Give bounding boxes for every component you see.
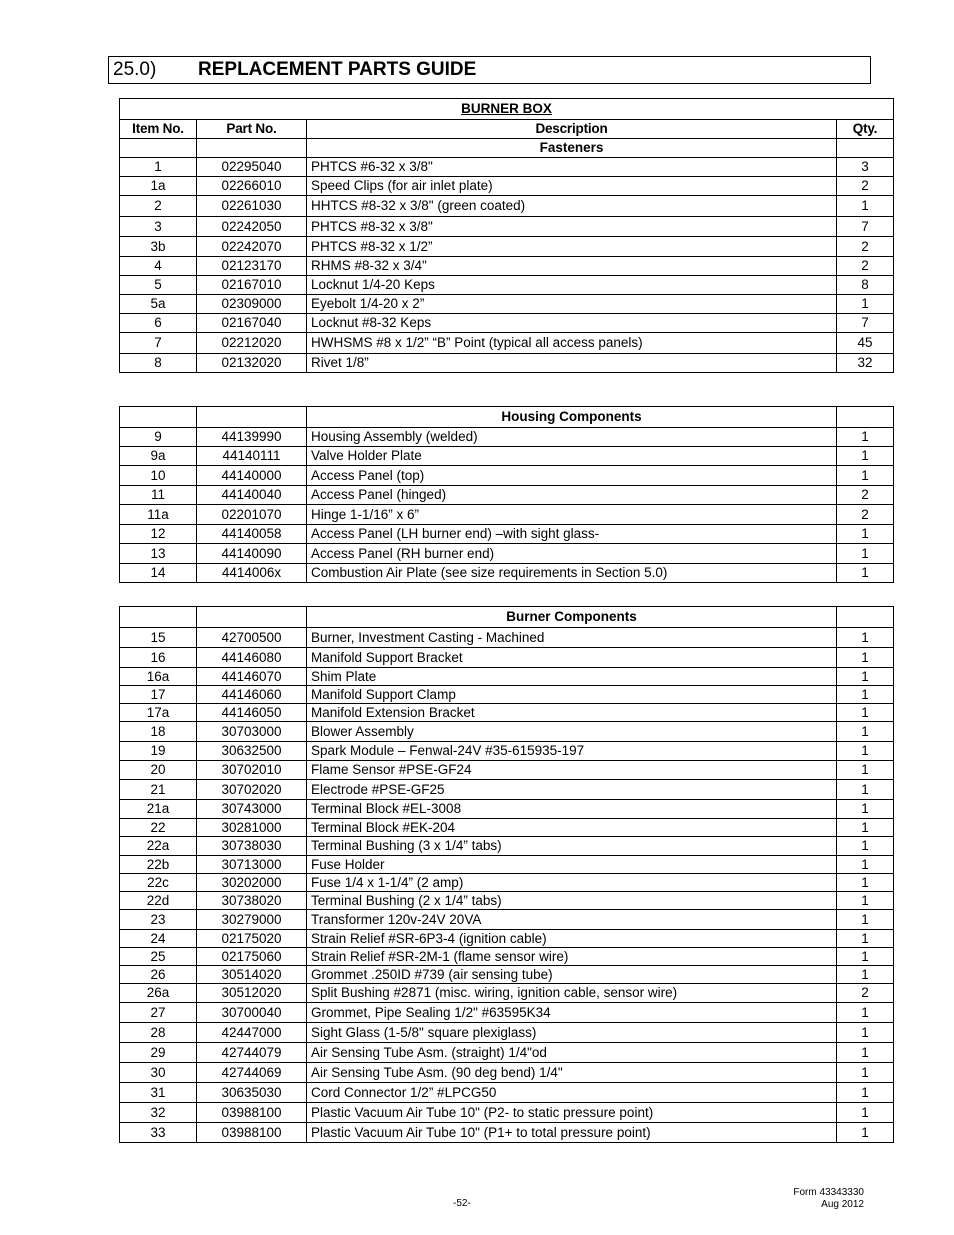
- item-number: 17a: [120, 704, 197, 722]
- table-row: [120, 525, 894, 544]
- item-number: 26a: [120, 984, 197, 1003]
- part-number: 03988100: [197, 1123, 307, 1143]
- item-number: 2: [120, 196, 197, 217]
- description: Valve Holder Plate: [307, 447, 837, 466]
- item-number: 1: [120, 158, 197, 177]
- part-number: 30279000: [197, 910, 307, 930]
- part-number: 30700040: [197, 1003, 307, 1023]
- item-number: 24: [120, 930, 197, 948]
- item-number: 4: [120, 257, 197, 276]
- part-number: 44139990: [197, 428, 307, 447]
- item-number: 16a: [120, 668, 197, 686]
- item-number: 15: [120, 628, 197, 648]
- item-number: 17: [120, 686, 197, 704]
- table-row: [120, 910, 894, 930]
- quantity: 1: [837, 1043, 894, 1063]
- part-number: 44146050: [197, 704, 307, 722]
- part-number: 44140058: [197, 525, 307, 544]
- quantity: 3: [837, 158, 894, 177]
- table-row: [120, 1003, 894, 1023]
- part-number: 42744079: [197, 1043, 307, 1063]
- item-number: 5a: [120, 295, 197, 314]
- table-row: [120, 354, 894, 373]
- part-number: 30703000: [197, 722, 307, 742]
- quantity: 1: [837, 874, 894, 892]
- burner-components-table: [119, 606, 894, 1143]
- item-number: 26: [120, 966, 197, 984]
- description: Air Sensing Tube Asm. (straight) 1/4"od: [307, 1043, 837, 1063]
- item-number: 18: [120, 722, 197, 742]
- table-row: [120, 892, 894, 910]
- quantity: 1: [837, 428, 894, 447]
- description: PHTCS #8-32 x 1/2”: [307, 237, 837, 257]
- item-number: 1a: [120, 177, 197, 196]
- table-row: [120, 428, 894, 447]
- description: Air Sensing Tube Asm. (90 deg bend) 1/4": [307, 1063, 837, 1083]
- table-row: [120, 1023, 894, 1043]
- item-number: 11a: [120, 505, 197, 525]
- part-number: 44140000: [197, 466, 307, 486]
- part-number: 44146080: [197, 648, 307, 668]
- description: Burner, Investment Casting - Machined: [307, 628, 837, 648]
- table-row: [120, 686, 894, 704]
- quantity: 1: [837, 742, 894, 761]
- item-number: 22: [120, 819, 197, 837]
- table-row: [120, 742, 894, 761]
- description: Access Panel (top): [307, 466, 837, 486]
- page-header: [108, 56, 871, 84]
- description: Blower Assembly: [307, 722, 837, 742]
- table-row: [120, 1123, 894, 1143]
- column-header-qty: Qty.: [837, 120, 894, 139]
- table-row: [120, 486, 894, 505]
- description: Shim Plate: [307, 668, 837, 686]
- item-number: 33: [120, 1123, 197, 1143]
- quantity: 1: [837, 800, 894, 819]
- description: Housing Assembly (welded): [307, 428, 837, 447]
- item-number: 8: [120, 354, 197, 373]
- item-number: 6: [120, 314, 197, 333]
- description: Combustion Air Plate (see size requirements in Section 5.0): [307, 564, 837, 583]
- quantity: 1: [837, 1103, 894, 1123]
- description: Plastic Vacuum Air Tube 10" (P2- to static pressure point): [307, 1103, 837, 1123]
- housing-table: [119, 406, 894, 583]
- table-row: [120, 948, 894, 966]
- item-number: 29: [120, 1043, 197, 1063]
- section-title: Fasteners: [307, 139, 837, 158]
- table-row: [120, 874, 894, 892]
- description: Eyebolt 1/4-20 x 2”: [307, 295, 837, 314]
- part-number: 30702010: [197, 761, 307, 780]
- table-row: [120, 984, 894, 1003]
- item-number: 23: [120, 910, 197, 930]
- part-number: 30713000: [197, 856, 307, 874]
- item-number: 9: [120, 428, 197, 447]
- description: Transformer 120v-24V 20VA: [307, 910, 837, 930]
- description: Fuse Holder: [307, 856, 837, 874]
- item-number: 3: [120, 217, 197, 237]
- table-row: [120, 800, 894, 819]
- table-title: BURNER BOX: [120, 99, 894, 120]
- table-row: [120, 668, 894, 686]
- page-title: REPLACEMENT PARTS GUIDE: [198, 59, 477, 80]
- quantity: 1: [837, 1063, 894, 1083]
- table-row: [120, 819, 894, 837]
- table-row: [120, 1063, 894, 1083]
- item-number: 21: [120, 780, 197, 800]
- table-row: [120, 295, 894, 314]
- quantity: 1: [837, 648, 894, 668]
- part-number: 30738020: [197, 892, 307, 910]
- quantity: 1: [837, 628, 894, 648]
- part-number: 02201070: [197, 505, 307, 525]
- part-number: 44140040: [197, 486, 307, 505]
- description: HWHSMS #8 x 1/2” “B” Point (typical all access panels): [307, 333, 837, 354]
- item-number: 20: [120, 761, 197, 780]
- quantity: 1: [837, 1083, 894, 1103]
- table-row: [120, 930, 894, 948]
- item-number: 22c: [120, 874, 197, 892]
- section-row: [120, 607, 894, 628]
- table-row: [120, 257, 894, 276]
- quantity: 1: [837, 668, 894, 686]
- part-number: 30512020: [197, 984, 307, 1003]
- quantity: 2: [837, 505, 894, 525]
- table-row: [120, 276, 894, 295]
- part-number: 02242050: [197, 217, 307, 237]
- item-number: 13: [120, 544, 197, 564]
- description: Terminal Bushing (3 x 1/4” tabs): [307, 837, 837, 856]
- column-header-item: Item No.: [120, 120, 197, 139]
- description: Manifold Support Bracket: [307, 648, 837, 668]
- quantity: 1: [837, 892, 894, 910]
- part-number: 42744069: [197, 1063, 307, 1083]
- part-number: 02123170: [197, 257, 307, 276]
- item-number: 10: [120, 466, 197, 486]
- part-number: 44146060: [197, 686, 307, 704]
- description: Split Bushing #2871 (misc. wiring, ignition cable, sensor wire): [307, 984, 837, 1003]
- item-number: 21a: [120, 800, 197, 819]
- form-date: Aug 2012: [821, 1199, 864, 1210]
- table-row: [120, 196, 894, 217]
- description: Manifold Extension Bracket: [307, 704, 837, 722]
- description: Strain Relief #SR-2M-1 (flame sensor wire): [307, 948, 837, 966]
- table-row: [120, 505, 894, 525]
- description: Terminal Block #EL-3008: [307, 800, 837, 819]
- table-row: [120, 217, 894, 237]
- table-row: [120, 314, 894, 333]
- quantity: 2: [837, 237, 894, 257]
- column-header-row: [120, 120, 894, 139]
- quantity: 1: [837, 1123, 894, 1143]
- quantity: 1: [837, 466, 894, 486]
- table-row: [120, 780, 894, 800]
- part-number: 02242070: [197, 237, 307, 257]
- quantity: 45: [837, 333, 894, 354]
- item-number: 27: [120, 1003, 197, 1023]
- description: PHTCS #8-32 x 3/8": [307, 217, 837, 237]
- item-number: 28: [120, 1023, 197, 1043]
- description: Locknut 1/4-20 Keps: [307, 276, 837, 295]
- quantity: 1: [837, 780, 894, 800]
- table-row: [120, 856, 894, 874]
- quantity: 1: [837, 856, 894, 874]
- table-row: [120, 704, 894, 722]
- page-number: -52-: [453, 1198, 471, 1209]
- description: Access Panel (LH burner end) –with sight glass-: [307, 525, 837, 544]
- item-number: 19: [120, 742, 197, 761]
- table-row: [120, 1083, 894, 1103]
- description: Spark Module – Fenwal-24V #35-615935-197: [307, 742, 837, 761]
- part-number: 30738030: [197, 837, 307, 856]
- description: Locknut #8-32 Keps: [307, 314, 837, 333]
- part-number: 44146070: [197, 668, 307, 686]
- part-number: 02167040: [197, 314, 307, 333]
- table-row: [120, 158, 894, 177]
- quantity: 1: [837, 1003, 894, 1023]
- form-info: [793, 1187, 864, 1211]
- table-row: [120, 333, 894, 354]
- burner-box-table: [119, 98, 894, 373]
- table-row: [120, 237, 894, 257]
- description: HHTCS #8-32 x 3/8" (green coated): [307, 196, 837, 217]
- part-number: 42447000: [197, 1023, 307, 1043]
- column-header-description: Description: [307, 120, 837, 139]
- item-number: 5: [120, 276, 197, 295]
- section-row: [120, 139, 894, 158]
- description: Grommet, Pipe Sealing 1/2" #63595K34: [307, 1003, 837, 1023]
- quantity: 1: [837, 1023, 894, 1043]
- description: Terminal Bushing (2 x 1/4” tabs): [307, 892, 837, 910]
- description: Speed Clips (for air inlet plate): [307, 177, 837, 196]
- quantity: 1: [837, 930, 894, 948]
- part-number: 44140090: [197, 544, 307, 564]
- item-number: 22a: [120, 837, 197, 856]
- table-row: [120, 837, 894, 856]
- part-number: 02309000: [197, 295, 307, 314]
- part-number: 30702020: [197, 780, 307, 800]
- quantity: 1: [837, 447, 894, 466]
- table-row: [120, 761, 894, 780]
- item-number: 12: [120, 525, 197, 544]
- quantity: 1: [837, 966, 894, 984]
- part-number: 03988100: [197, 1103, 307, 1123]
- quantity: 1: [837, 948, 894, 966]
- quantity: 7: [837, 217, 894, 237]
- item-number: 3b: [120, 237, 197, 257]
- description: Strain Relief #SR-6P3-4 (ignition cable): [307, 930, 837, 948]
- description: Manifold Support Clamp: [307, 686, 837, 704]
- part-number: 30281000: [197, 819, 307, 837]
- table-row: [120, 177, 894, 196]
- part-number: 44140111: [197, 447, 307, 466]
- item-number: 16: [120, 648, 197, 668]
- part-number: 02212020: [197, 333, 307, 354]
- description: Access Panel (hinged): [307, 486, 837, 505]
- part-number: 02266010: [197, 177, 307, 196]
- quantity: 1: [837, 196, 894, 217]
- quantity: 8: [837, 276, 894, 295]
- part-number: 02167010: [197, 276, 307, 295]
- part-number: 42700500: [197, 628, 307, 648]
- table-row: [120, 466, 894, 486]
- table-row: [120, 628, 894, 648]
- item-number: 22b: [120, 856, 197, 874]
- description: Rivet 1/8”: [307, 354, 837, 373]
- item-number: 32: [120, 1103, 197, 1123]
- part-number: 02261030: [197, 196, 307, 217]
- quantity: 7: [837, 314, 894, 333]
- quantity: 1: [837, 544, 894, 564]
- table-row: [120, 722, 894, 742]
- column-header-part: Part No.: [197, 120, 307, 139]
- part-number: 02132020: [197, 354, 307, 373]
- description: Grommet .250ID #739 (air sensing tube): [307, 966, 837, 984]
- part-number: 4414006x: [197, 564, 307, 583]
- description: RHMS #8-32 x 3/4": [307, 257, 837, 276]
- quantity: 1: [837, 525, 894, 544]
- description: Hinge 1-1/16” x 6”: [307, 505, 837, 525]
- part-number: 02175060: [197, 948, 307, 966]
- description: Access Panel (RH burner end): [307, 544, 837, 564]
- description: Cord Connector 1/2” #LPCG50: [307, 1083, 837, 1103]
- table-row: [120, 447, 894, 466]
- item-number: 31: [120, 1083, 197, 1103]
- description: Flame Sensor #PSE-GF24: [307, 761, 837, 780]
- table-row: [120, 966, 894, 984]
- item-number: 9a: [120, 447, 197, 466]
- quantity: 32: [837, 354, 894, 373]
- description: Electrode #PSE-GF25: [307, 780, 837, 800]
- part-number: 30514020: [197, 966, 307, 984]
- table-title-row: [120, 99, 894, 120]
- part-number: 30635030: [197, 1083, 307, 1103]
- quantity: 1: [837, 564, 894, 583]
- part-number: 30202000: [197, 874, 307, 892]
- part-number: 02175020: [197, 930, 307, 948]
- table-row: [120, 1103, 894, 1123]
- quantity: 2: [837, 257, 894, 276]
- quantity: 2: [837, 177, 894, 196]
- quantity: 1: [837, 837, 894, 856]
- description: PHTCS #6-32 x 3/8": [307, 158, 837, 177]
- quantity: 1: [837, 819, 894, 837]
- item-number: 14: [120, 564, 197, 583]
- section-title: Housing Components: [307, 407, 837, 428]
- part-number: 02295040: [197, 158, 307, 177]
- section-title: Burner Components: [307, 607, 837, 628]
- part-number: 30632500: [197, 742, 307, 761]
- form-number: Form 43343330: [793, 1187, 864, 1198]
- section-number: 25.0): [113, 59, 157, 80]
- quantity: 1: [837, 722, 894, 742]
- item-number: 22d: [120, 892, 197, 910]
- quantity: 2: [837, 486, 894, 505]
- description: Fuse 1/4 x 1-1/4” (2 amp): [307, 874, 837, 892]
- item-number: 11: [120, 486, 197, 505]
- quantity: 1: [837, 295, 894, 314]
- quantity: 1: [837, 704, 894, 722]
- quantity: 1: [837, 910, 894, 930]
- table-row: [120, 1043, 894, 1063]
- description: Sight Glass (1-5/8" square plexiglass): [307, 1023, 837, 1043]
- description: Terminal Block #EK-204: [307, 819, 837, 837]
- table-row: [120, 648, 894, 668]
- item-number: 30: [120, 1063, 197, 1083]
- part-number: 30743000: [197, 800, 307, 819]
- table-row: [120, 544, 894, 564]
- table-row: [120, 564, 894, 583]
- item-number: 7: [120, 333, 197, 354]
- description: Plastic Vacuum Air Tube 10" (P1+ to total pressure point): [307, 1123, 837, 1143]
- quantity: 2: [837, 984, 894, 1003]
- quantity: 1: [837, 761, 894, 780]
- quantity: 1: [837, 686, 894, 704]
- section-row: [120, 407, 894, 428]
- item-number: 25: [120, 948, 197, 966]
